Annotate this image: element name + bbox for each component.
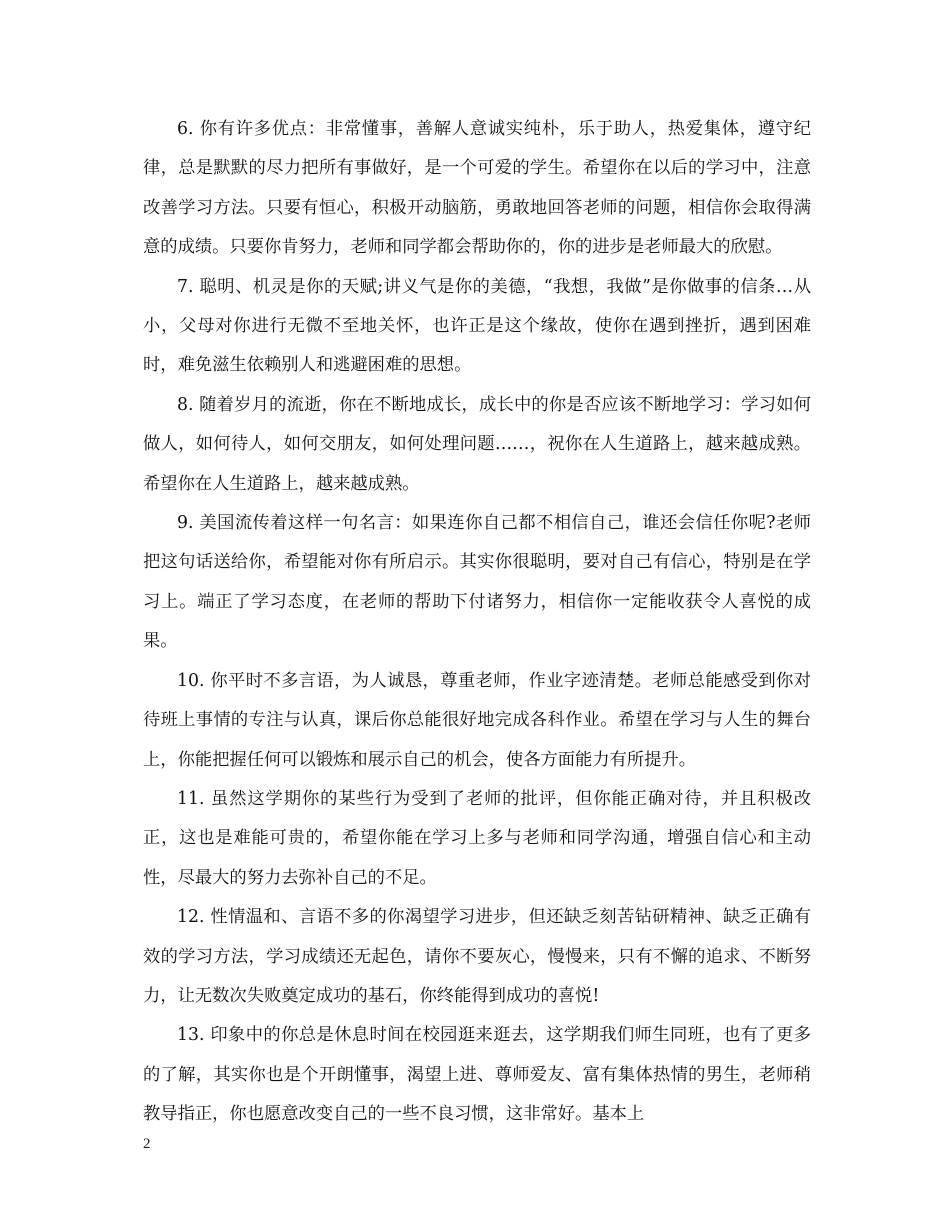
paragraph-8: 8. 随着岁月的流逝，你在不断地成长，成长中的你是否应该不断地学习：学习如何做人，如何待人，如何交朋友，如何处理问题……，祝你在人生道路上，越来越成熟。希望你在人生道路上，越来越成熟。: [143, 394, 811, 494]
paragraph-12: 12. 性情温和、言语不多的你渴望学习进步，但还缺乏刻苦钻研精神、缺乏正确有效的学习方法，学习成绩还无起色，请你不要灰心，慢慢来，只有不懈的追求、不断努力，让无数次失败奠定成功的基石，你终能得到成功的喜悦!: [143, 907, 811, 1006]
paragraph-7: 7. 聪明、机灵是你的天赋;讲义气是你的美德，“我想，我做”是你做事的信条…从小，父母对你进行无微不至地关怀，也许正是这个缘故，使你在遇到挫折，遇到困难时，难免滋生依赖别人和逃避困难的思想。: [143, 276, 811, 376]
paragraph-9: 9. 美国流传着这样一句名言：如果连你自己都不相信自己，谁还会信任你呢?老师把这句话送给你，希望能对你有所启示。其实你很聪明，要对自己有信心，特别是在学习上。端正了学习态度，在老师的帮助下付诸努力，相信你一定能收获令人喜悦的成果。: [143, 513, 811, 652]
paragraph-11: 11. 虽然这学期你的某些行为受到了老师的批评，但你能正确对待，并且积极改正，这也是难能可贵的，希望你能在学习上多与老师和同学沟通，增强自信心和主动性，尽最大的努力去弥补自己的不足。: [143, 788, 811, 888]
paragraph-6: 6. 你有许多优点：非常懂事，善解人意诚实纯朴，乐于助人，热爱集体，遵守纪律，总是默默的尽力把所有事做好，是一个可爱的学生。希望你在以后的学习中，注意改善学习方法。只要有恒心，积极开动脑筋，勇敢地回答老师的问题，相信你会取得满意的成绩。只要你肯努力，老师和同学都会帮助你的，你的进步是老师最大的欣慰。: [143, 119, 811, 258]
paragraph-10: 10. 你平时不多言语，为人诚恳，尊重老师，作业字迹清楚。老师总能感受到你对待班上事情的专注与认真，课后你总能很好地完成各科作业。希望在学习与人生的舞台上，你能把握任何可以锻炼和展示自己的机会，使各方面能力有所提升。: [143, 670, 811, 770]
page-number: 2: [143, 1136, 151, 1152]
document-body: [143, 110, 811, 1135]
paragraph-13: 13. 印象中的你总是休息时间在校园逛来逛去，这学期我们师生同班，也有了更多的了解，其实你也是个开朗懂事，渴望上进、尊师爱友、富有集体热情的男生，老师稍教导指正，你也愿意改变自己的一些不良习惯，这非常好。基本上: [143, 1025, 811, 1125]
